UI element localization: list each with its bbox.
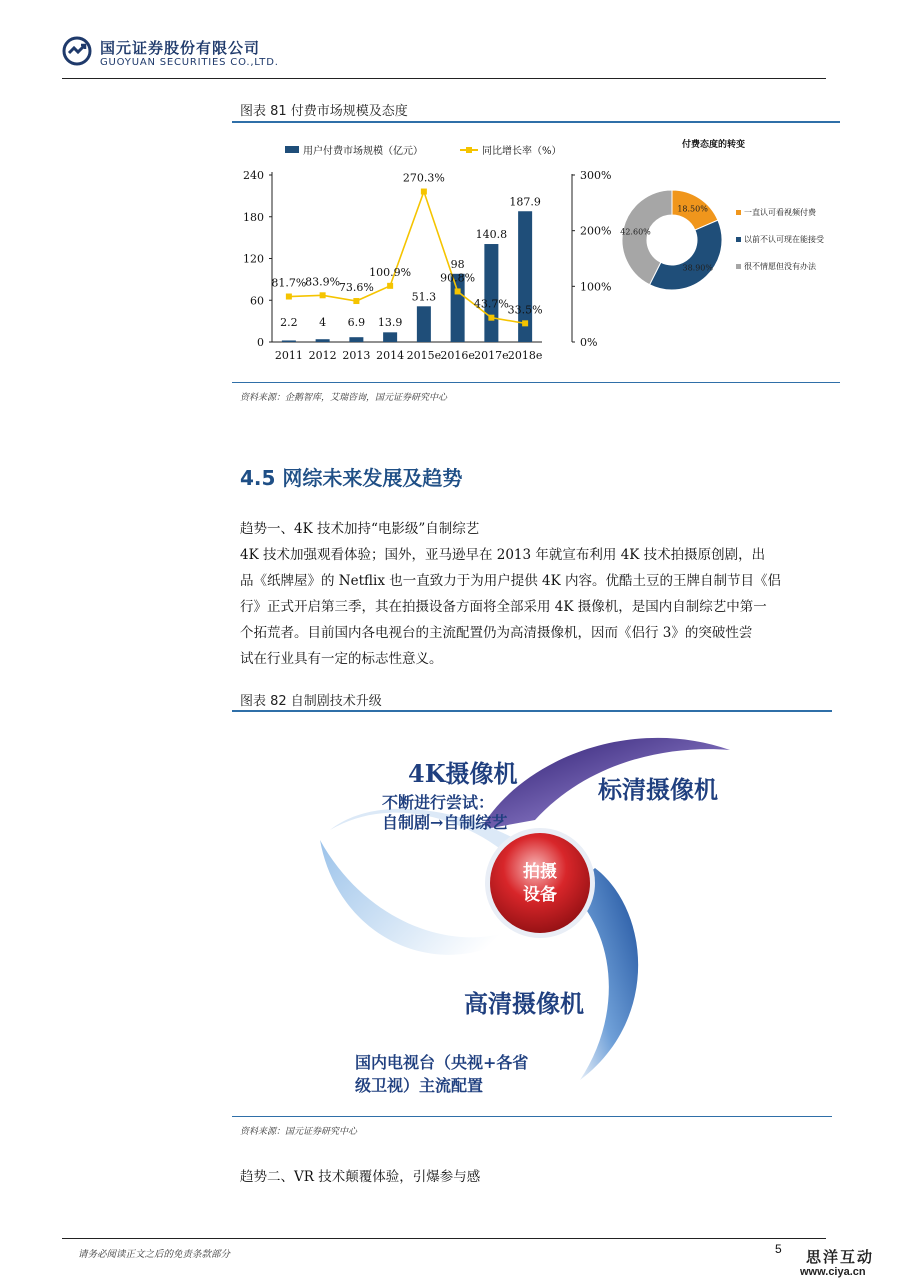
label-hd-desc-1: 国内电视台（央视+各省: [355, 1053, 529, 1072]
watermark-url: www.ciya.cn: [800, 1266, 866, 1278]
growth-value-label: 73.6%: [338, 281, 374, 295]
growth-point-2012: [320, 292, 326, 298]
left-axis-tick-label: 180: [243, 210, 264, 224]
donut-legend-label: 一直认可看视频付费: [744, 208, 816, 217]
growth-value-label: 100.9%: [369, 265, 412, 279]
growth-value-label: 81.7%: [271, 276, 307, 290]
trend1-heading: 趋势一、4K 技术加持“电影级”自制综艺: [240, 521, 480, 537]
center-label-2: 设备: [523, 885, 557, 905]
watermark-cn: 思洋互动: [806, 1248, 875, 1266]
figure-81-title: 图表 81 付费市场规模及态度: [240, 104, 408, 119]
x-tick-label: 2014: [376, 349, 405, 362]
donut-legend-label: 以前不认可现在能接受: [744, 235, 824, 244]
right-axis-tick-label: 200%: [580, 224, 612, 238]
paragraph-line: 品《纸牌屋》的 Netflix 也一直致力于为用户提供 4K 内容。优酷土豆的王牌自制节目《侣: [240, 573, 782, 589]
footer-disclaimer: 请务必阅读正文之后的免责条款部分: [78, 1249, 231, 1260]
figure-82-bottom-rule: [232, 1116, 832, 1117]
bar-2015e: [417, 306, 431, 342]
x-tick-label: 2012: [308, 349, 337, 362]
donut-slice-label: 42.60%: [620, 227, 651, 237]
header-divider: [62, 78, 826, 79]
bar-value-label: 98: [450, 257, 465, 271]
left-axis-tick-label: 120: [243, 252, 264, 266]
donut-slice-label: 38.90%: [682, 263, 714, 273]
attitude-donut-chart: [612, 130, 842, 330]
legend-label-bar: 用户付费市场规模（亿元）: [303, 146, 423, 157]
x-tick-label: 2015e: [406, 349, 442, 362]
center-circle: [490, 833, 590, 933]
growth-value-label: 90.8%: [440, 271, 476, 285]
center-label-1: 拍摄: [523, 862, 557, 882]
company-name-cn: 国元证券股份有限公司: [100, 39, 261, 57]
label-4k-camera: 4K摄像机: [408, 759, 518, 788]
paragraph-line: 个拓荒者。目前国内各电视台的主流配置仍为高清摄像机，因而《侣行 3》的突破性尝: [240, 625, 753, 641]
growth-point-2013: [353, 298, 359, 304]
label-hd-camera: 高清摄像机: [464, 989, 584, 1018]
right-axis-tick-label: 100%: [580, 280, 612, 294]
left-axis-tick-label: 240: [243, 169, 264, 182]
growth-value-label: 270.3%: [402, 171, 445, 185]
donut-legend-swatch: [736, 237, 741, 242]
right-axis-tick-label: 0%: [580, 336, 598, 349]
donut-legend-swatch: [736, 264, 741, 269]
figure-81-source: 资料来源：企鹅智库，艾瑞咨询，国元证券研究中心: [240, 393, 448, 403]
label-4k-desc-2: 自制剧→自制综艺: [382, 813, 508, 832]
figure-82-top-rule: [232, 710, 832, 712]
bar-2011: [282, 340, 296, 342]
growth-value-label: 33.5%: [507, 303, 543, 317]
growth-point-2011: [286, 294, 292, 300]
donut-slice-1: [650, 220, 722, 290]
growth-point-2016e: [455, 288, 461, 294]
paragraph-line: 行》正式开启第三季，其在拍摄设备方面将全部采用 4K 摄像机，是国内自制综艺中第一: [240, 599, 767, 615]
paragraph-line: 4K 技术加强观看体验；国外，亚马逊早在 2013 年就宣布利用 4K 技术拍摄原创剧，出: [240, 547, 766, 563]
growth-value-label: 43.7%: [473, 297, 509, 311]
tech-upgrade-diagram: [300, 720, 760, 1110]
donut-legend-swatch: [736, 210, 741, 215]
left-axis-tick-label: 0: [257, 336, 264, 349]
donut-legend-label: 很不情愿但没有办法: [744, 262, 816, 271]
growth-point-2018e: [522, 320, 528, 326]
growth-point-2017e: [488, 315, 494, 321]
x-tick-label: 2013: [342, 349, 371, 362]
figure-81-bottom-rule: [232, 382, 840, 383]
x-tick-label: 2016e: [440, 349, 475, 362]
legend-swatch-bar: [285, 146, 299, 153]
paragraph-line: 试在行业具有一定的标志性意义。: [240, 651, 443, 667]
donut-title: 付费态度的转变: [682, 140, 746, 150]
growth-point-2015e: [421, 189, 427, 195]
figure-82-source: 资料来源：国元证券研究中心: [240, 1127, 358, 1137]
bar-2013: [349, 337, 363, 342]
legend-label-line: 同比增长率（%）: [482, 146, 562, 157]
company-name-en: GUOYUAN SECURITIES CO.,LTD.: [100, 57, 279, 68]
bar-value-label: 187.9: [509, 195, 541, 209]
growth-point-2014: [387, 283, 393, 289]
donut-slice-label: 18.50%: [677, 204, 708, 214]
left-axis-tick-label: 60: [250, 294, 264, 308]
figure-82-title: 图表 82 自制剧技术升级: [240, 694, 382, 709]
x-tick-label: 2018e: [507, 349, 543, 362]
figure-81-top-rule: [232, 121, 840, 123]
label-hd-desc-2: 级卫视）主流配置: [355, 1076, 484, 1095]
bar-value-label: 2.2: [280, 316, 298, 329]
bar-value-label: 51.3: [411, 290, 437, 304]
growth-value-label: 83.9%: [305, 275, 341, 289]
section-title: 4.5 网综未来发展及趋势: [240, 466, 463, 490]
label-sd-camera: 标清摄像机: [598, 775, 718, 804]
label-4k-desc-1: 不断进行尝试：: [382, 793, 495, 812]
footer-divider: [62, 1238, 826, 1239]
x-tick-label: 2011: [274, 349, 303, 362]
right-axis-tick-label: 300%: [580, 169, 612, 182]
trend1-paragraph: [240, 542, 850, 672]
market-size-chart: [232, 130, 612, 380]
page-number: 5: [775, 1242, 782, 1256]
x-tick-label: 2017e: [474, 349, 509, 362]
bar-value-label: 13.9: [377, 316, 403, 329]
trend2-heading: 趋势二、VR 技术颠覆体验，引爆参与感: [240, 1169, 481, 1185]
bar-2017e: [484, 244, 498, 342]
bar-2014: [383, 332, 397, 342]
bar-value-label: 6.9: [347, 316, 366, 329]
bar-2012: [316, 339, 330, 342]
bar-value-label: 4: [319, 316, 327, 329]
bar-value-label: 140.8: [475, 228, 508, 242]
company-logo: [62, 36, 92, 66]
